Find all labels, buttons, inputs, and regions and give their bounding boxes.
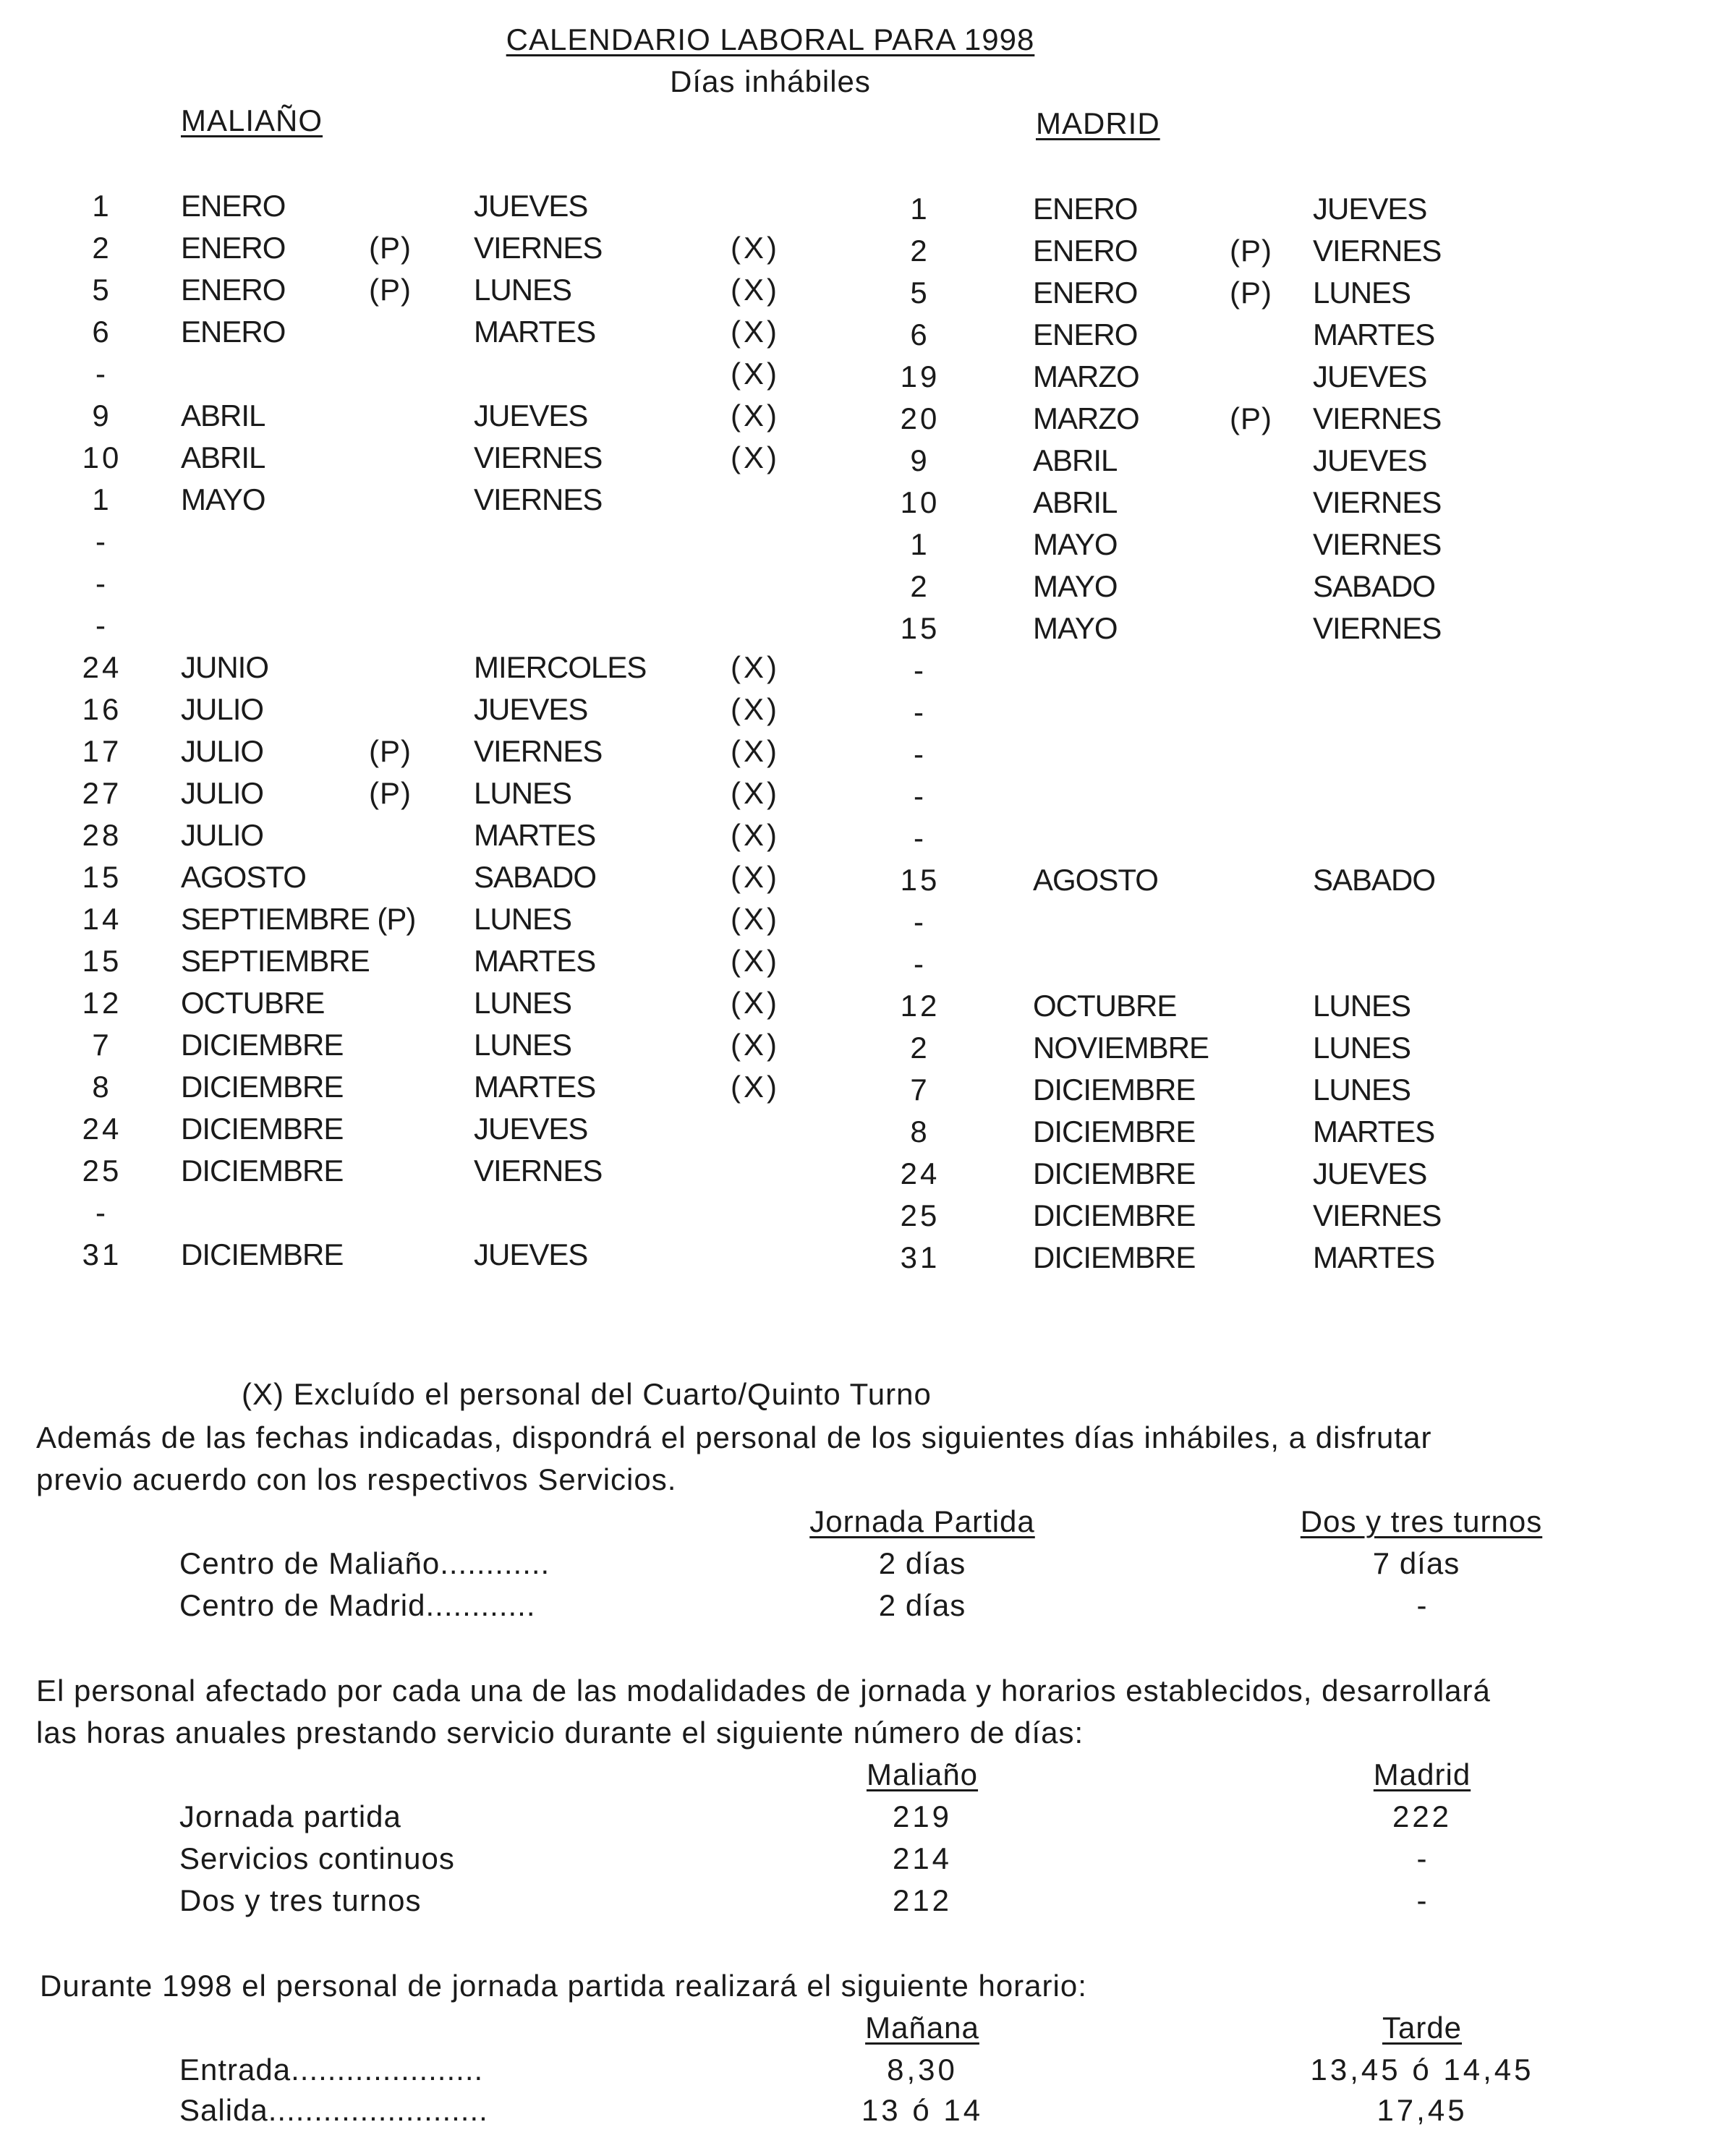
maliano-excluded-mark: (X) <box>731 818 780 852</box>
madrid-month: ENERO <box>1033 318 1138 351</box>
maliano-day: 8 <box>92 1070 112 1104</box>
madrid-month: DICIEMBRE <box>1033 1240 1196 1274</box>
maliano-day: 2 <box>92 231 112 265</box>
madrid-day: 15 <box>900 863 940 897</box>
maliano-day: 6 <box>92 315 112 349</box>
madrid-day: - <box>914 905 927 939</box>
maliano-month: ABRIL <box>181 399 265 432</box>
madrid-weekday: JUEVES <box>1313 192 1427 226</box>
madrid-day: 2 <box>910 1031 930 1065</box>
maliano-provisional-mark: (P) <box>369 776 412 810</box>
madrid-weekday: MARTES <box>1313 318 1435 351</box>
maliano-month: ENERO <box>181 273 286 307</box>
madrid-day: 20 <box>900 401 940 435</box>
maliano-month: ENERO <box>181 315 286 349</box>
row-label-servicios-continuos: Servicios continuos <box>179 1841 455 1875</box>
paragraph-extra-days-line2: previo acuerdo con los respectivos Servicios. <box>36 1462 677 1496</box>
maliano-weekday: JUEVES <box>474 1112 588 1146</box>
maliano-excluded-mark: (X) <box>731 440 780 474</box>
maliano-provisional-mark: (P) <box>369 734 412 768</box>
maliano-day: 5 <box>92 273 112 307</box>
header-madrid-days: Madrid <box>1373 1757 1471 1791</box>
maliano-month: ABRIL <box>181 440 265 474</box>
maliano-provisional-mark: (P) <box>369 231 412 265</box>
maliano-month: SEPTIEMBRE <box>181 944 370 978</box>
maliano-month: JULIO <box>181 818 264 852</box>
madrid-day: 2 <box>910 569 930 603</box>
maliano-weekday: JUEVES <box>474 692 588 726</box>
madrid-day: - <box>914 779 927 813</box>
maliano-day: 9 <box>92 399 112 432</box>
madrid-month: MAYO <box>1033 527 1118 561</box>
maliano-day: 27 <box>82 776 122 810</box>
maliano-weekday: VIERNES <box>474 1154 603 1188</box>
maliano-day: - <box>95 357 109 391</box>
madrid-day: 2 <box>910 234 930 268</box>
maliano-day: 12 <box>82 986 122 1020</box>
maliano-weekday: VIERNES <box>474 482 603 516</box>
maliano-month: DICIEMBRE <box>181 1154 344 1188</box>
row-label-centro-maliano: Centro de Maliaño............ <box>179 1546 550 1580</box>
maliano-month: JULIO <box>181 734 264 768</box>
maliano-weekday: JUEVES <box>474 189 588 223</box>
value-entrada-manana: 8,30 <box>887 2053 958 2087</box>
madrid-weekday: MARTES <box>1313 1240 1435 1274</box>
row-label-dos-tres-turnos: Dos y tres turnos <box>179 1883 422 1917</box>
maliano-excluded-mark: (X) <box>731 986 780 1020</box>
madrid-day: 15 <box>900 611 940 645</box>
madrid-weekday: VIERNES <box>1313 611 1442 645</box>
maliano-month: SEPTIEMBRE (P) <box>181 902 416 936</box>
maliano-provisional-mark: (P) <box>369 273 412 307</box>
paragraph-extra-days-line1: Además de las fechas indicadas, dispondrá el personal de los siguientes días inhábiles, a disfrutar <box>36 1420 1432 1454</box>
value-entrada-tarde: 13,45 ó 14,45 <box>1310 2053 1534 2087</box>
madrid-month: MARZO <box>1033 359 1139 393</box>
maliano-heading: MALIAÑO <box>181 103 323 137</box>
maliano-day: 15 <box>82 860 122 894</box>
madrid-day: 24 <box>900 1156 940 1190</box>
madrid-provisional-mark: (P) <box>1230 234 1272 268</box>
madrid-weekday: LUNES <box>1313 989 1411 1023</box>
madrid-weekday: VIERNES <box>1313 234 1442 268</box>
madrid-month: DICIEMBRE <box>1033 1156 1196 1190</box>
maliano-day: 24 <box>82 1112 122 1146</box>
madrid-month: DICIEMBRE <box>1033 1115 1196 1149</box>
madrid-weekday: JUEVES <box>1313 359 1427 393</box>
maliano-day: 28 <box>82 818 122 852</box>
maliano-weekday: MARTES <box>474 944 596 978</box>
maliano-weekday: LUNES <box>474 1028 572 1062</box>
maliano-day: 1 <box>92 482 112 516</box>
paragraph-annual-hours-line2: las horas anuales prestando servicio durante el siguiente número de días: <box>36 1716 1084 1750</box>
maliano-month: DICIEMBRE <box>181 1070 344 1104</box>
madrid-day: 12 <box>900 989 940 1023</box>
madrid-month: DICIEMBRE <box>1033 1198 1196 1232</box>
madrid-weekday: VIERNES <box>1313 1198 1442 1232</box>
maliano-weekday: MIERCOLES <box>474 650 647 684</box>
maliano-month: DICIEMBRE <box>181 1112 344 1146</box>
maliano-excluded-mark: (X) <box>731 315 780 349</box>
paragraph-annual-hours-line1: El personal afectado por cada una de las modalidades de jornada y horarios establecidos, desarrollará <box>36 1674 1491 1708</box>
maliano-day: 25 <box>82 1154 122 1188</box>
maliano-excluded-mark: (X) <box>731 231 780 265</box>
maliano-month: JULIO <box>181 776 264 810</box>
row-label-salida: Salida........................ <box>179 2093 488 2127</box>
maliano-month: MAYO <box>181 482 265 516</box>
row-label-jornada-partida: Jornada partida <box>179 1799 401 1833</box>
maliano-day: 31 <box>82 1237 122 1271</box>
value-jornada-partida-maliano: 219 <box>892 1799 953 1833</box>
maliano-weekday: MARTES <box>474 315 596 349</box>
madrid-day: - <box>914 737 927 771</box>
header-tarde: Tarde <box>1382 2011 1463 2045</box>
header-jornada-partida: Jornada Partida <box>809 1504 1035 1538</box>
maliano-weekday: LUNES <box>474 776 572 810</box>
page-subtitle: Días inhábiles <box>670 64 871 98</box>
value-maliano-turnos: 7 días <box>1372 1546 1460 1580</box>
madrid-weekday: LUNES <box>1313 276 1411 310</box>
maliano-weekday: SABADO <box>474 860 597 894</box>
value-servicios-continuos-madrid: - <box>1416 1841 1428 1875</box>
maliano-month: ENERO <box>181 189 286 223</box>
madrid-day: - <box>914 653 927 687</box>
madrid-month: NOVIEMBRE <box>1033 1031 1209 1065</box>
exclusion-note: (X) Excluído el personal del Cuarto/Quinto Turno <box>242 1377 932 1411</box>
madrid-day: 19 <box>900 359 940 393</box>
maliano-excluded-mark: (X) <box>731 399 780 432</box>
maliano-weekday: MARTES <box>474 818 596 852</box>
maliano-day: - <box>95 608 109 642</box>
maliano-excluded-mark: (X) <box>731 1028 780 1062</box>
maliano-day: 7 <box>92 1028 112 1062</box>
madrid-month: MAYO <box>1033 611 1118 645</box>
value-jornada-partida-madrid: 222 <box>1392 1799 1452 1833</box>
maliano-weekday: JUEVES <box>474 399 588 432</box>
maliano-day: 15 <box>82 944 122 978</box>
madrid-month: AGOSTO <box>1033 863 1158 897</box>
paragraph-schedule: Durante 1998 el personal de jornada partida realizará el siguiente horario: <box>40 1969 1087 2003</box>
madrid-day: - <box>914 947 927 981</box>
maliano-day: 14 <box>82 902 122 936</box>
maliano-month: JUNIO <box>181 650 268 684</box>
value-salida-manana: 13 ó 14 <box>861 2093 984 2127</box>
maliano-month: OCTUBRE <box>181 986 325 1020</box>
maliano-day: - <box>95 566 109 600</box>
madrid-weekday: JUEVES <box>1313 443 1427 477</box>
maliano-weekday: MARTES <box>474 1070 596 1104</box>
maliano-excluded-mark: (X) <box>731 357 780 391</box>
madrid-day: 8 <box>910 1115 930 1149</box>
maliano-excluded-mark: (X) <box>731 692 780 726</box>
madrid-weekday: LUNES <box>1313 1031 1411 1065</box>
madrid-day: 31 <box>900 1240 940 1274</box>
maliano-excluded-mark: (X) <box>731 860 780 894</box>
madrid-day: 10 <box>900 485 940 519</box>
madrid-heading: MADRID <box>1036 106 1160 140</box>
madrid-weekday: VIERNES <box>1313 485 1442 519</box>
page-title: CALENDARIO LABORAL PARA 1998 <box>506 22 1035 56</box>
madrid-weekday: MARTES <box>1313 1115 1435 1149</box>
madrid-day: 5 <box>910 276 930 310</box>
madrid-month: ABRIL <box>1033 485 1118 519</box>
maliano-day: 17 <box>82 734 122 768</box>
madrid-day: 1 <box>910 527 930 561</box>
madrid-day: 7 <box>910 1073 930 1107</box>
madrid-provisional-mark: (P) <box>1230 276 1272 310</box>
madrid-weekday: VIERNES <box>1313 401 1442 435</box>
maliano-day: 16 <box>82 692 122 726</box>
madrid-weekday: SABADO <box>1313 569 1436 603</box>
maliano-month: JULIO <box>181 692 264 726</box>
maliano-excluded-mark: (X) <box>731 273 780 307</box>
maliano-day: 24 <box>82 650 122 684</box>
maliano-excluded-mark: (X) <box>731 650 780 684</box>
header-manana: Mañana <box>865 2011 979 2045</box>
maliano-day: - <box>95 524 109 558</box>
maliano-weekday: VIERNES <box>474 231 603 265</box>
madrid-day: 25 <box>900 1198 940 1232</box>
value-madrid-jornada: 2 días <box>878 1588 966 1622</box>
maliano-weekday: LUNES <box>474 273 572 307</box>
row-label-centro-madrid: Centro de Madrid............ <box>179 1588 536 1622</box>
madrid-month: ENERO <box>1033 234 1138 268</box>
maliano-weekday: LUNES <box>474 902 572 936</box>
madrid-day: - <box>914 821 927 855</box>
madrid-month: ENERO <box>1033 276 1138 310</box>
header-dos-tres-turnos: Dos y tres turnos <box>1300 1504 1543 1538</box>
maliano-excluded-mark: (X) <box>731 902 780 936</box>
madrid-month: MAYO <box>1033 569 1118 603</box>
madrid-provisional-mark: (P) <box>1230 401 1272 435</box>
madrid-day: 9 <box>910 443 930 477</box>
maliano-day: 10 <box>82 440 122 474</box>
maliano-month: DICIEMBRE <box>181 1028 344 1062</box>
value-maliano-jornada: 2 días <box>878 1546 966 1580</box>
maliano-excluded-mark: (X) <box>731 776 780 810</box>
maliano-month: DICIEMBRE <box>181 1237 344 1271</box>
maliano-month: ENERO <box>181 231 286 265</box>
madrid-month: ENERO <box>1033 192 1138 226</box>
madrid-weekday: VIERNES <box>1313 527 1442 561</box>
madrid-month: DICIEMBRE <box>1033 1073 1196 1107</box>
value-salida-tarde: 17,45 <box>1377 2093 1468 2127</box>
madrid-day: 1 <box>910 192 930 226</box>
maliano-weekday: LUNES <box>474 986 572 1020</box>
madrid-month: MARZO <box>1033 401 1139 435</box>
madrid-weekday: LUNES <box>1313 1073 1411 1107</box>
maliano-day: 1 <box>92 189 112 223</box>
maliano-day: - <box>95 1196 109 1230</box>
value-servicios-continuos-maliano: 214 <box>892 1841 953 1875</box>
maliano-excluded-mark: (X) <box>731 734 780 768</box>
maliano-month: AGOSTO <box>181 860 306 894</box>
madrid-day: 6 <box>910 318 930 351</box>
maliano-excluded-mark: (X) <box>731 1070 780 1104</box>
madrid-weekday: JUEVES <box>1313 1156 1427 1190</box>
value-dos-tres-turnos-madrid: - <box>1416 1883 1428 1917</box>
madrid-month: OCTUBRE <box>1033 989 1177 1023</box>
value-madrid-turnos: - <box>1416 1588 1428 1622</box>
value-dos-tres-turnos-maliano: 212 <box>892 1883 953 1917</box>
maliano-weekday: VIERNES <box>474 734 603 768</box>
row-label-entrada: Entrada..................... <box>179 2053 484 2087</box>
madrid-month: ABRIL <box>1033 443 1118 477</box>
maliano-excluded-mark: (X) <box>731 944 780 978</box>
madrid-day: - <box>914 695 927 729</box>
header-maliano-days: Maliaño <box>866 1757 979 1791</box>
maliano-weekday: JUEVES <box>474 1237 588 1271</box>
maliano-weekday: VIERNES <box>474 440 603 474</box>
madrid-weekday: SABADO <box>1313 863 1436 897</box>
